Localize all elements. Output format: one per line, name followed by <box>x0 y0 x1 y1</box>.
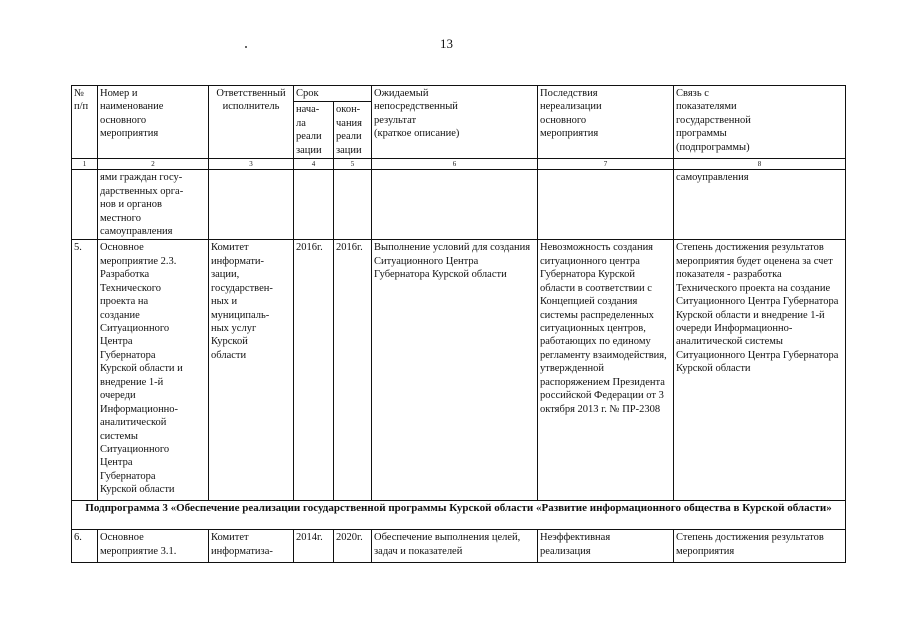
column-number: 3 <box>209 159 294 170</box>
header-num: № п/п <box>72 86 98 159</box>
cell-responsible: Комитет информати- зации, государствен- ных и муниципаль- ных услуг Курской области <box>209 240 294 501</box>
header-term-end: окон- чания реали зации <box>334 102 372 159</box>
cell-num <box>72 170 98 240</box>
header-name: Номер и наименование основного мероприятия <box>98 86 209 159</box>
cell-num: 5. <box>72 240 98 501</box>
header-term: Срок <box>294 86 372 102</box>
cell-end <box>334 170 372 240</box>
cell-consequences: Неэффективная реализация <box>538 530 674 563</box>
subprogram-row <box>72 501 846 530</box>
page-number: 13 <box>440 36 453 51</box>
cell-responsible: Комитет информатиза- <box>209 530 294 563</box>
cell-name: ями граждан госу- дарственных орга- нов и органов местного самоуправления <box>98 170 209 240</box>
cell-num: 6. <box>72 530 98 563</box>
activities-table <box>71 85 846 563</box>
column-number-row <box>72 159 846 170</box>
cell-start: 2014г. <box>294 530 334 563</box>
column-number: 5 <box>334 159 372 170</box>
column-number: 2 <box>98 159 209 170</box>
cell-consequences <box>538 170 674 240</box>
header-term-start: нача- ла реали зации <box>294 102 334 159</box>
header-row <box>72 86 846 102</box>
header-responsible: Ответственный исполнитель <box>209 86 294 159</box>
table-row-6 <box>72 530 846 563</box>
cell-end: 2016г. <box>334 240 372 501</box>
cell-expected: Обеспечение выполнения целей, задач и показателей <box>372 530 538 563</box>
table-row-continuation <box>72 170 846 240</box>
cell-link: Степень достижения результатов мероприятия будет оценена за счет показателя - разработка Технического проекта на создание Ситуационного Центра Губернатора Курской области и внедрение 1-й очереди Информационно-аналитической системы Ситуационного Центра Губернатора Курской области <box>674 240 846 501</box>
column-number: 7 <box>538 159 674 170</box>
header-expected: Ожидаемый непосредственный результат (краткое описание) <box>372 86 538 159</box>
cell-link: Степень достижения результатов мероприятия <box>674 530 846 563</box>
header-consequences: Последствия нереализации основного мероприятия <box>538 86 674 159</box>
cell-start: 2016г. <box>294 240 334 501</box>
cell-expected <box>372 170 538 240</box>
cell-expected: Выполнение условий для создания Ситуационного Центра Губернатора Курской области <box>372 240 538 501</box>
scan-speck <box>245 46 247 48</box>
column-number: 8 <box>674 159 846 170</box>
cell-name: Основное мероприятие 2.3. Разработка Технического проекта на создание Ситуационного Центра Губернатора Курской области и внедрение 1-й очереди Информационно- аналитической системы Ситуационного Центра Губернатора Курской области <box>98 240 209 501</box>
cell-name: Основное мероприятие 3.1. <box>98 530 209 563</box>
cell-consequences: Невозможность создания ситуационного центра Губернатора Курской области в соответствии с Концепцией создания системы распределенных ситуационных центров, работающих по единому регламенту взаимодействия, утвержденной распоряжением Президента российской Федерации от 3 октября 2013 г. № ПР-2308 <box>538 240 674 501</box>
column-number: 4 <box>294 159 334 170</box>
cell-start <box>294 170 334 240</box>
cell-link: самоуправления <box>674 170 846 240</box>
column-number: 1 <box>72 159 98 170</box>
subprogram-title: Подпрограмма 3 «Обеспечение реализации государственной программы Курской области «Развитие информационного общества в Курской области» <box>72 501 846 530</box>
cell-responsible <box>209 170 294 240</box>
cell-end: 2020г. <box>334 530 372 563</box>
table-row-5 <box>72 240 846 501</box>
header-link: Связь с показателями государственной программы (подпрограммы) <box>674 86 846 159</box>
column-number: 6 <box>372 159 538 170</box>
